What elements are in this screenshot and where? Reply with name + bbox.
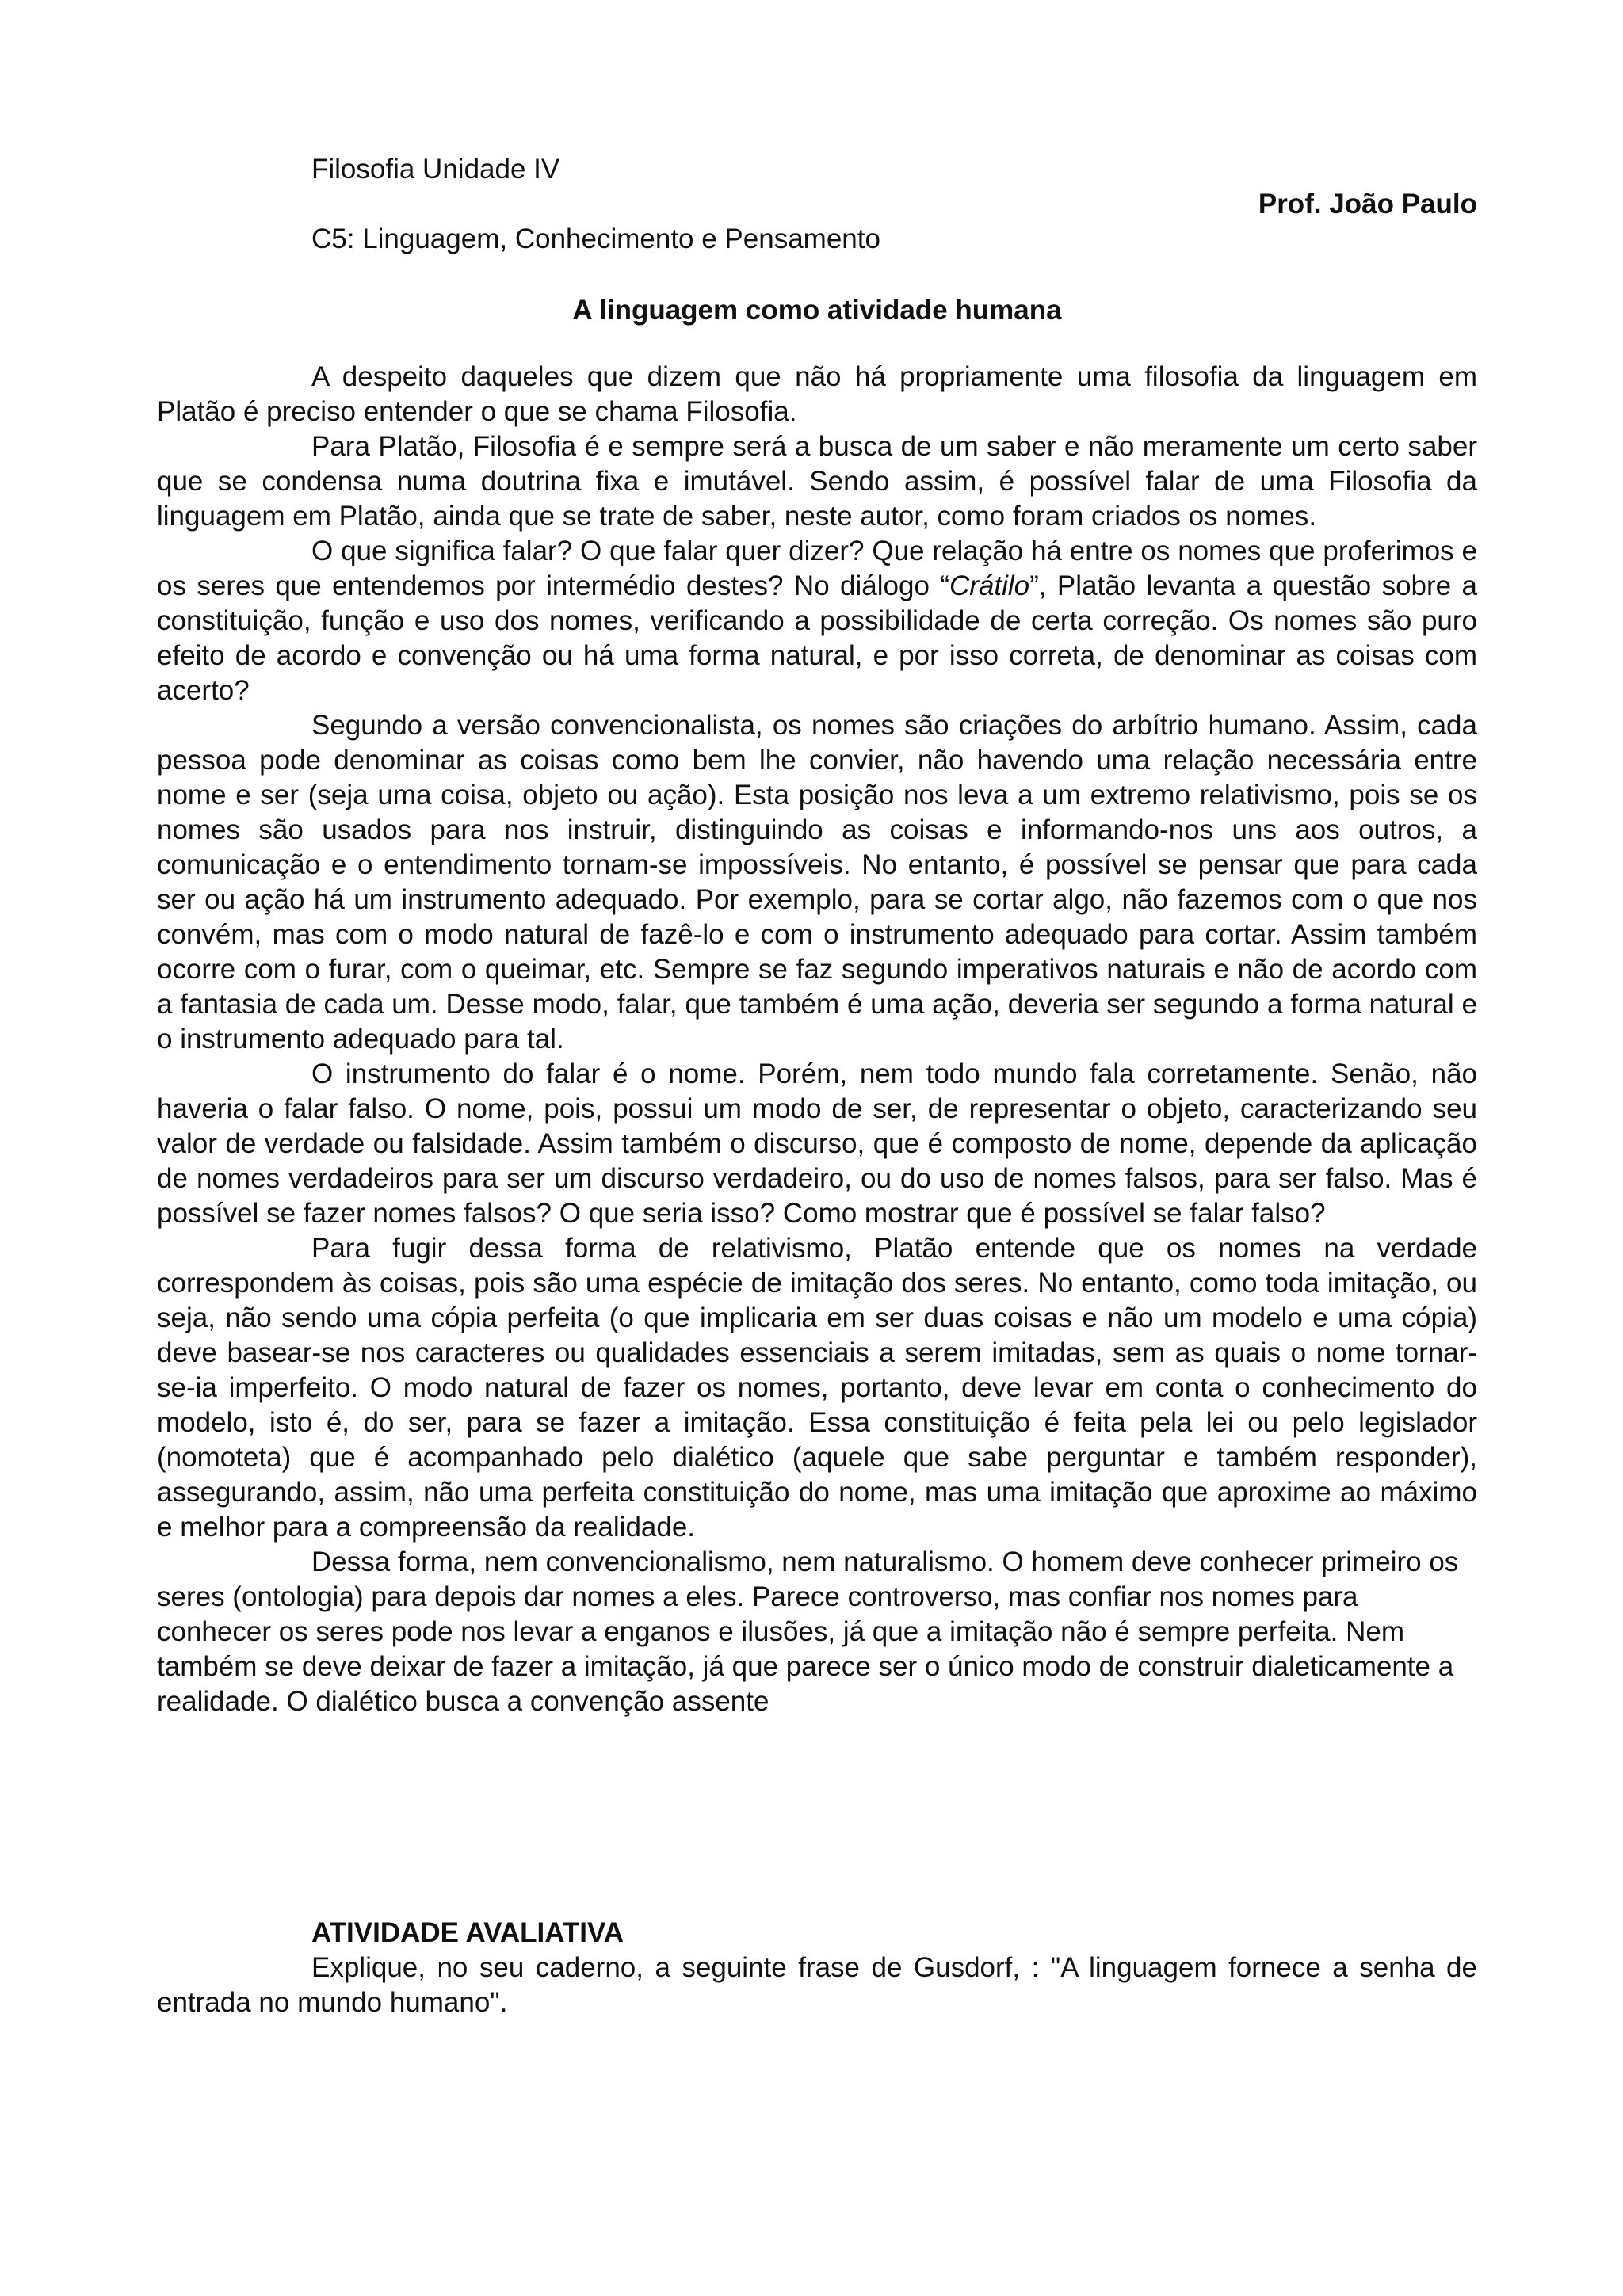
paragraph-3-text-before: O que significa falar? O que falar quer dizer? Que relação há entre os nomes que proferimos e os seres que entendemos por intermédio destes? No diálogo “: [157, 536, 1477, 601]
cratilo-title: Crátilo: [949, 570, 1030, 601]
paragraph-2: Para Platão, Filosofia é e sempre será a busca de um saber e não meramente um certo saber que se condensa numa doutrina fixa e imutável. Sendo assim, é possível falar de uma Filosofia da linguagem em Platão, ainda que se trate de saber, neste autor, como foram criados os nomes.: [157, 431, 1477, 532]
paragraph-3: [157, 534, 1477, 708]
chapter-label: C5: Linguagem, Conhecimento e Pensamento: [311, 223, 880, 254]
paragraph-6: Para fugir dessa forma de relativismo, Platão entende que os nomes na verdade correspondem às coisas, pois são uma espécie de imitação dos seres. No entanto, como toda imitação, ou seja, não sendo uma cópia perfeita (o que implicaria em ser duas coisas e não um modelo e uma cópia) deve basear-se nos caracteres ou qualidades essenciais a serem imitadas, sem as quais o nome tornar-se-ia imperfeito. O modo natural de fazer os nomes, portanto, deve levar em conta o conhecimento do modelo, isto é, do ser, para se fazer a imitação. Essa constituição é feita pela lei ou pelo legislador (nomoteta) que é acompanhado pelo dialético (aquele que sabe perguntar e também responder), assegurando, assim, não uma perfeita constituição do nome, mas uma imitação que aproxime ao máximo e melhor para a compreensão da realidade.: [157, 1233, 1477, 1543]
paragraph-1: A despeito daqueles que dizem que não há propriamente uma filosofia da linguagem em Platão é preciso entender o que se chama Filosofia.: [157, 361, 1477, 427]
paragraph-4: Segundo a versão convencionalista, os nomes são criações do arbítrio humano. Assim, cada pessoa pode denominar as coisas como bem lhe convier, não havendo uma relação necessária entre nome e ser (seja uma coisa, objeto ou ação). Esta posição nos leva a um extremo relativismo, pois se os nomes são usados para nos instruir, distinguindo as coisas e informando-nos uns aos outros, a comunicação e o entendimento tornam-se impossíveis. No entanto, é possível se pensar que para cada ser ou ação há um instrumento adequado. Por exemplo, para se cortar algo, não fazemos com o que nos convém, mas com o modo natural de fazê-lo e com o instrumento adequado para cortar. Assim também ocorre com o furar, com o queimar, etc. Sempre se faz segundo imperativos naturais e não de acordo com a fantasia de cada um. Desse modo, falar, que também é uma ação, deveria ser segundo a forma natural e o instrumento adequado para tal.: [157, 710, 1477, 1055]
professor-name: Prof. João Paulo: [1258, 189, 1477, 219]
paragraph-7: Dessa forma, nem convencionalismo, nem naturalismo. O homem deve conhecer primeiro os seres (ontologia) para depois dar nomes a eles. Parece controverso, mas confiar nos nomes para conhecer os seres pode nos levar a enganos e ilusões, já que a imitação não é sempre perfeita. Nem também se deve deixar de fazer a imitação, já que parece ser o único modo de construir dialeticamente a realidade. O dialético busca a convenção assente: [157, 1547, 1459, 1717]
activity-text: Explique, no seu caderno, a seguinte frase de Gusdorf, : "A linguagem fornece a senha de entrada no mundo humano".: [157, 1952, 1477, 2018]
course-label: Filosofia Unidade IV: [311, 154, 560, 185]
paragraph-3-text-after: ”, Platão levanta a questão sobre a constituição, função e uso dos nomes, verificando a possibilidade de certa correção. Os nomes são puro efeito de acordo e convenção ou há uma forma natural, e por isso correta, de denominar as coisas com acerto?: [157, 570, 1477, 706]
document-title: A linguagem como atividade humana: [572, 295, 1062, 326]
paragraph-5: O instrumento do falar é o nome. Porém, nem todo mundo fala corretamente. Senão, não haveria o falar falso. O nome, pois, possui um modo de ser, de representar o objeto, caracterizando seu valor de verdade ou falsidade. Assim também o discurso, que é composto de nome, depende da aplicação de nomes verdadeiros para ser um discurso verdadeiro, ou do uso de nomes falsos, para ser falso. Mas é possível se fazer nomes falsos? O que seria isso? Como mostrar que é possível se falar falso?: [157, 1058, 1477, 1229]
document-body: [157, 360, 1477, 1719]
activity-heading: ATIVIDADE AVALIATIVA: [311, 1917, 624, 1948]
